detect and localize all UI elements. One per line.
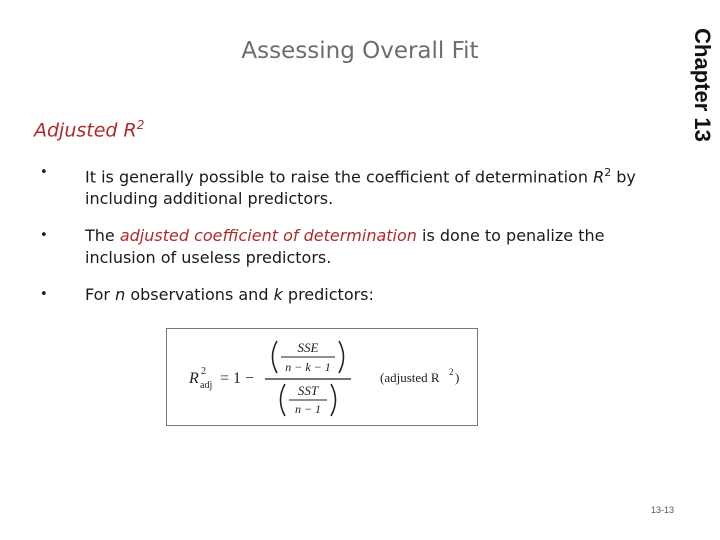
denominator-sst: SST	[297, 383, 319, 398]
numerator-sse: SSE	[297, 340, 319, 355]
page-number: 13-13	[651, 505, 675, 515]
formula-box	[166, 328, 478, 426]
denominator-right-paren	[331, 384, 336, 416]
denominator-denominator: n − 1	[294, 402, 322, 416]
slide-subtitle	[34, 118, 144, 141]
bullet-text: is done to penalize the inclusion of useless predictors.	[85, 226, 605, 268]
bullet-variable: n	[115, 285, 126, 305]
bullet-text: For	[85, 285, 116, 305]
denominator-left-paren	[281, 384, 286, 416]
bullet-variable: R	[593, 167, 605, 187]
bullet-text: by including additional predictors.	[85, 167, 636, 209]
formula-label-superscript: 2	[449, 367, 454, 377]
bullet-item	[40, 284, 640, 306]
formula-lhs-superscript: 2	[201, 366, 206, 377]
bullet-variable: k	[273, 285, 283, 305]
slide-title: Assessing Overall Fit	[241, 38, 479, 64]
chapter-label: Chapter 13	[689, 28, 715, 142]
subtitle-text: Adjusted R	[34, 119, 137, 142]
bullet-superscript: 2	[604, 166, 612, 179]
bullet-text: predictors:	[282, 285, 374, 305]
formula-lhs-r: R	[189, 370, 199, 387]
bullet-dot: •	[40, 287, 48, 303]
bullet-text: The	[85, 226, 120, 246]
formula-label: (adjusted R	[380, 370, 440, 385]
bullet-text: It is generally possible to raise the coefficient of determination	[85, 167, 594, 187]
formula-lhs-subscript: adj	[200, 380, 213, 391]
numerator-left-paren	[273, 341, 278, 373]
bullet-item	[40, 225, 640, 269]
bullet-dot: •	[40, 228, 48, 244]
bullet-dot: •	[40, 165, 48, 180]
numerator-denominator: n − k − 1	[285, 360, 331, 374]
bullet-item	[40, 162, 640, 210]
formula-equals: = 1 −	[220, 370, 255, 387]
bullet-list	[40, 162, 640, 321]
chapter-tab	[683, 0, 720, 170]
numerator-right-paren	[339, 341, 344, 373]
subtitle-superscript: 2	[136, 118, 145, 132]
formula-label-close: )	[455, 370, 460, 385]
bullet-emphasis: adjusted coefficient of determination	[119, 226, 417, 246]
adjusted-r2-formula	[167, 329, 477, 425]
bullet-text: observations and	[125, 285, 274, 305]
